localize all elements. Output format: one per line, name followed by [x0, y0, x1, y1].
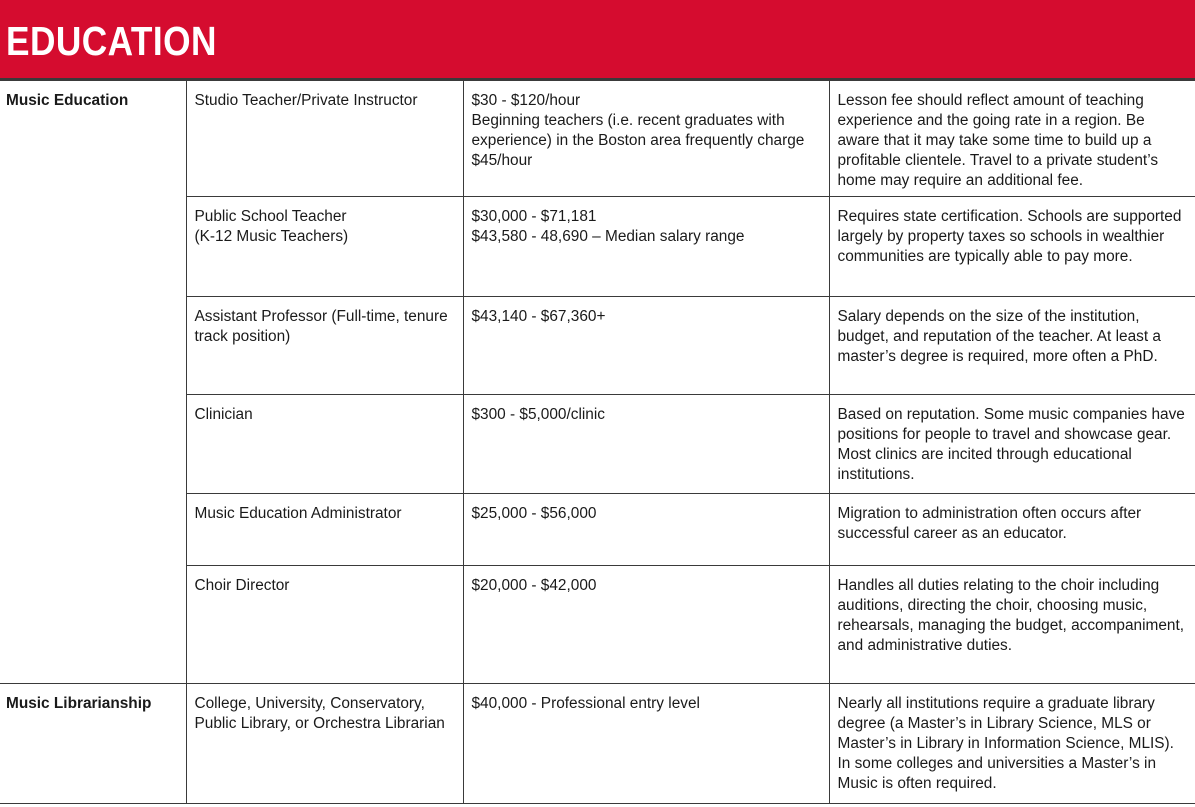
- table-row: [0, 197, 1195, 297]
- category-cell: Music Librarianship: [0, 684, 186, 804]
- salary-line: $40,000 - Professional entry level: [471, 695, 700, 712]
- salary-line: $30,000 - $71,181: [471, 208, 597, 225]
- notes-cell: Lesson fee should reflect amount of teaching experience and the going rate in a region. Be aware that it may take some time to build up a profitable clientele. Travel to a private student’s home may require an additional fee.: [829, 81, 1195, 197]
- category-cell: [0, 197, 186, 297]
- table-row: [0, 684, 1195, 804]
- position-line: Studio Teacher/Private Instructor: [194, 92, 418, 109]
- salary-cell: [463, 684, 829, 804]
- table-row: [0, 494, 1195, 566]
- notes-cell: Migration to administration often occurs after successful career as an educator.: [829, 494, 1195, 566]
- salary-line: $20,000 - $42,000: [471, 577, 597, 594]
- position-cell: [186, 494, 463, 566]
- position-cell: [186, 395, 463, 494]
- page-title: EDUCATION: [6, 18, 217, 64]
- notes-cell: Handles all duties relating to the choir including auditions, directing the choir, choosing music, rehearsals, managing the budget, accompaniment, and administrative duties.: [829, 566, 1195, 684]
- position-line: (K-12 Music Teachers): [194, 228, 349, 245]
- salary-line: $30 - $120/hour: [471, 92, 581, 109]
- table-row: [0, 395, 1195, 494]
- salary-cell: [463, 395, 829, 494]
- category-cell: [0, 494, 186, 566]
- position-line: Clinician: [194, 406, 253, 423]
- notes-cell: Salary depends on the size of the institution, budget, and reputation of the teacher. At least a master’s degree is required, more often a PhD.: [829, 297, 1195, 395]
- salary-line: $25,000 - $56,000: [471, 505, 597, 522]
- position-line: Assistant Professor (Full-time, tenure track position): [194, 308, 448, 345]
- salary-line: $300 - $5,000/clinic: [471, 406, 605, 423]
- salary-line: Beginning teachers (i.e. recent graduates with experience) in the Boston area frequently charge $45/hour: [471, 112, 805, 169]
- table-row: [0, 566, 1195, 684]
- table-row: [0, 81, 1195, 197]
- category-cell: [0, 395, 186, 494]
- position-cell: [186, 81, 463, 197]
- salary-cell: [463, 494, 829, 566]
- salary-cell: [463, 297, 829, 395]
- position-line: Public School Teacher: [194, 208, 347, 225]
- notes-cell: Nearly all institutions require a graduate library degree (a Master’s in Library Science, MLS or Master’s in Library in Information Science, MLIS). In some colleges and universities a Master’s in Music is often required.: [829, 684, 1195, 804]
- section-header-banner: [0, 0, 1195, 80]
- salary-cell: [463, 81, 829, 197]
- table-row: [0, 297, 1195, 395]
- notes-cell: Requires state certification. Schools are supported largely by property taxes so schools in wealthier communities are typically able to pay more.: [829, 197, 1195, 297]
- education-salary-table: [0, 80, 1195, 804]
- salary-line: $43,140 - $67,360+: [471, 308, 606, 325]
- position-cell: [186, 297, 463, 395]
- salary-cell: [463, 566, 829, 684]
- category-cell: [0, 566, 186, 684]
- category-cell: [0, 297, 186, 395]
- position-cell: [186, 684, 463, 804]
- salary-cell: [463, 197, 829, 297]
- position-cell: [186, 566, 463, 684]
- position-line: College, University, Conservatory, Public Library, or Orchestra Librarian: [194, 695, 445, 732]
- salary-line: $43,580 - 48,690 – Median salary range: [471, 228, 745, 245]
- notes-cell: Based on reputation. Some music companies have positions for people to travel and showcase gear. Most clinics are incited through educational institutions.: [829, 395, 1195, 494]
- position-line: Choir Director: [194, 577, 290, 594]
- category-cell: Music Education: [0, 81, 186, 197]
- position-cell: [186, 197, 463, 297]
- position-line: Music Education Administrator: [194, 505, 402, 522]
